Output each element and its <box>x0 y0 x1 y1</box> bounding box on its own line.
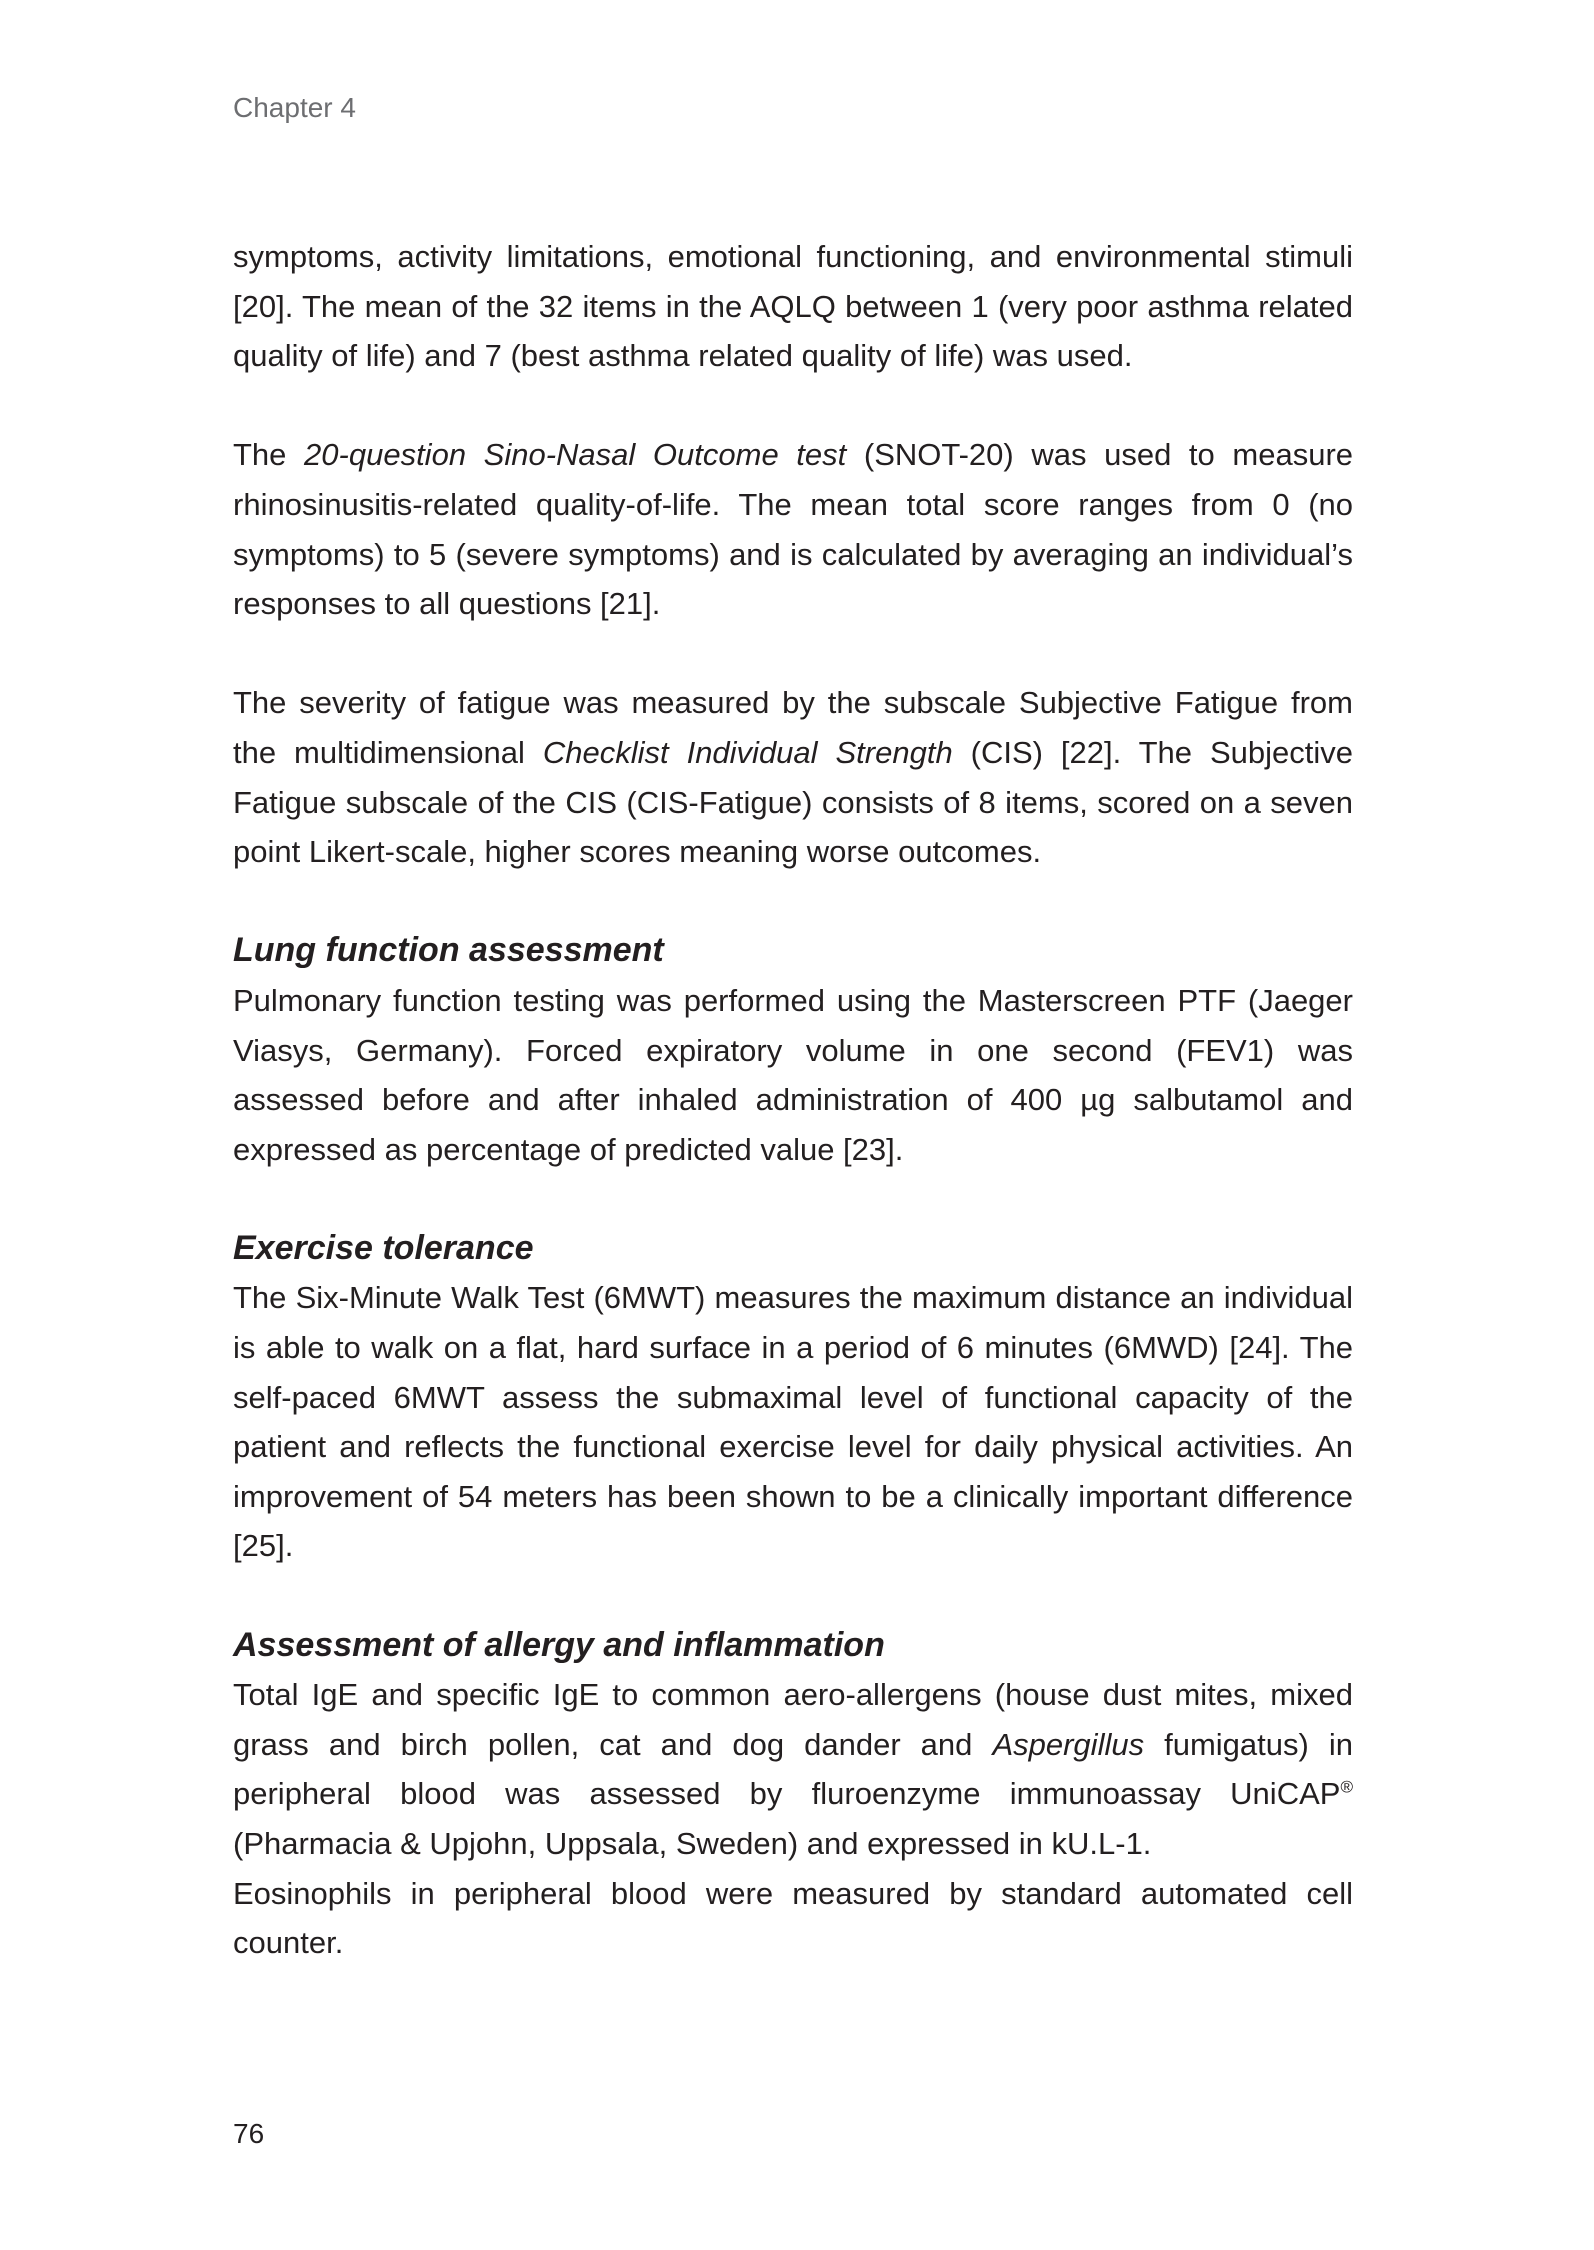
page-body <box>233 232 1353 1968</box>
paragraph-snot20 <box>233 430 1353 628</box>
heading-exercise-tolerance: Exercise tolerance <box>233 1228 534 1267</box>
aspergillus-italic-term: Aspergillus <box>992 1726 1145 1762</box>
paragraph-eosinophils: Eosinophils in peripheral blood were measured by standard automated cell counter. <box>233 1875 1353 1961</box>
paragraph-snot20-text-b: (SNOT-20) was used to measure rhinosinusitis-related quality-of-life. The mean total score ranges from 0 (no symptoms) to 5 (severe symptoms) and is calculated by averaging an individual’s responses to all questions [21]. <box>233 437 1354 622</box>
snot20-italic-term: 20-question Sino-Nasal Outcome test <box>304 437 847 473</box>
paragraph-aqlq: symptoms, activity limitations, emotional functioning, and environmental stimuli [20]. The mean of the 32 items in the AQLQ between 1 (very poor asthma related quality of life) and 7 (best asthma related quality of life) was used. <box>233 239 1353 374</box>
paragraph-lung-function: Pulmonary function testing was performed using the Masterscreen PTF (Jaeger Viasys, Germany). Forced expiratory volume in one second (FEV1) was assessed before and after inhaled administration of 400 µg salbutamol and expressed as percentage of predicted value [23]. <box>233 982 1353 1167</box>
paragraph-fatigue-text-a: The severity of fatigue was measured by the subscale Subjective Fatigue from the multidimensional <box>233 685 1353 770</box>
paragraph-allergy-text-c: (Pharmacia & Upjohn, Uppsala, Sweden) and expressed in kU.L-1. <box>233 1826 1152 1861</box>
paragraph-fatigue <box>233 678 1353 876</box>
cis-italic-term: Checklist Individual Strength <box>542 734 953 770</box>
paragraph-fatigue-text-b: (CIS) [22]. The Subjective Fatigue subscale of the CIS (CIS-Fatigue) consists of 8 items, scored on a seven point Likert-scale, higher scores meaning worse outcomes. <box>233 734 1353 870</box>
paragraph-allergy <box>233 1670 1353 1868</box>
paragraph-allergy-text-b: fumigatus) in peripheral blood was assessed by fluroenzyme immunoassay UniCAP <box>233 1726 1354 1812</box>
paragraph-exercise-tolerance: The Six-Minute Walk Test (6MWT) measures the maximum distance an individual is able to walk on a flat, hard surface in a period of 6 minutes (6MWD) [24]. The self-paced 6MWT assess the submaximal level of functional capacity of the patient and reflects the functional exercise level for daily physical activities. An improvement of 54 meters has been shown to be a clinically important difference [25]. <box>233 1280 1353 1564</box>
paragraph-allergy-text-a: Total IgE and specific IgE to common aero-allergens (house dust mites, mixed grass and birch pollen, cat and dog dander and <box>233 1677 1353 1762</box>
running-header: Chapter 4 <box>233 92 356 123</box>
heading-lung-function: Lung function assessment <box>233 931 664 970</box>
registered-mark: ® <box>1340 1778 1353 1798</box>
page-number: 76 <box>233 2118 265 2149</box>
heading-allergy-inflammation: Assessment of allergy and inflammation <box>233 1625 885 1664</box>
paragraph-snot20-text-a: The <box>233 437 305 473</box>
